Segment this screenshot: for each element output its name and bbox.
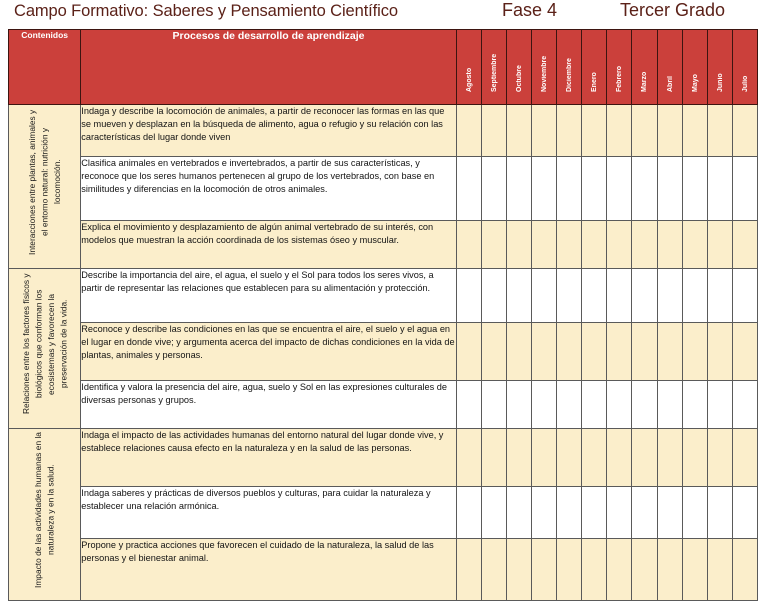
month-label: Noviembre <box>541 55 549 92</box>
month-checkbox-cell[interactable] <box>481 429 506 487</box>
table-row <box>9 221 758 269</box>
month-checkbox-cell[interactable] <box>481 323 506 381</box>
content-cell-3 <box>9 429 81 601</box>
month-checkbox-cell[interactable] <box>682 157 707 221</box>
month-checkbox-cell[interactable] <box>657 157 682 221</box>
month-checkbox-cell[interactable] <box>632 221 657 269</box>
month-checkbox-cell[interactable] <box>607 487 632 539</box>
month-checkbox-cell[interactable] <box>557 381 582 429</box>
month-checkbox-cell[interactable] <box>732 157 757 221</box>
column-header-month-9 <box>657 30 682 105</box>
month-checkbox-cell[interactable] <box>481 269 506 323</box>
column-header-month-4 <box>532 30 557 105</box>
month-checkbox-cell[interactable] <box>632 487 657 539</box>
month-checkbox-cell[interactable] <box>732 269 757 323</box>
column-header-month-1 <box>456 30 481 105</box>
content-cell-2 <box>9 269 81 429</box>
month-checkbox-cell[interactable] <box>607 539 632 601</box>
column-header-month-2 <box>481 30 506 105</box>
month-checkbox-cell[interactable] <box>532 269 557 323</box>
month-checkbox-cell[interactable] <box>707 157 732 221</box>
month-checkbox-cell[interactable] <box>657 323 682 381</box>
month-checkbox-cell[interactable] <box>682 539 707 601</box>
month-checkbox-cell[interactable] <box>682 487 707 539</box>
column-header-contenidos: Contenidos <box>9 30 81 105</box>
month-checkbox-cell[interactable] <box>682 269 707 323</box>
proceso-cell: Describe la importancia del aire, el agua, el suelo y el Sol para todos los seres vivos, a partir de representar las relaciones que establecen para su alimentación y protección. <box>81 269 457 323</box>
month-label: Junio <box>716 73 724 92</box>
column-header-procesos: Procesos de desarrollo de aprendizaje <box>81 30 457 105</box>
table-row <box>9 269 758 323</box>
month-checkbox-cell[interactable] <box>607 157 632 221</box>
column-header-month-5 <box>557 30 582 105</box>
month-checkbox-cell[interactable] <box>607 221 632 269</box>
month-checkbox-cell[interactable] <box>506 105 531 157</box>
month-checkbox-cell[interactable] <box>532 323 557 381</box>
column-header-month-12 <box>732 30 757 105</box>
month-checkbox-cell[interactable] <box>732 323 757 381</box>
month-checkbox-cell[interactable] <box>532 429 557 487</box>
month-checkbox-cell[interactable] <box>732 221 757 269</box>
proceso-cell: Indaga y describe la locomoción de animales, a partir de reconocer las formas en las que se mueven y desplazan en la búsqueda de alimento, agua o refugio y su relación con las características del lugar donde viven <box>81 105 457 157</box>
content-cell-1 <box>9 105 81 269</box>
month-checkbox-cell[interactable] <box>732 381 757 429</box>
month-checkbox-cell[interactable] <box>532 221 557 269</box>
month-checkbox-cell[interactable] <box>557 487 582 539</box>
month-checkbox-cell[interactable] <box>456 539 481 601</box>
month-label: Agosto <box>465 67 473 92</box>
month-checkbox-cell[interactable] <box>557 105 582 157</box>
month-checkbox-cell[interactable] <box>532 157 557 221</box>
month-checkbox-cell[interactable] <box>632 157 657 221</box>
month-checkbox-cell[interactable] <box>657 381 682 429</box>
month-checkbox-cell[interactable] <box>557 269 582 323</box>
month-checkbox-cell[interactable] <box>506 381 531 429</box>
table-row <box>9 381 758 429</box>
table-body <box>9 105 758 601</box>
month-checkbox-cell[interactable] <box>481 381 506 429</box>
month-checkbox-cell[interactable] <box>506 539 531 601</box>
column-header-month-10 <box>682 30 707 105</box>
month-checkbox-cell[interactable] <box>632 381 657 429</box>
table-row <box>9 157 758 221</box>
fase-label: Fase 4 <box>502 0 558 20</box>
month-checkbox-cell[interactable] <box>682 429 707 487</box>
month-checkbox-cell[interactable] <box>657 105 682 157</box>
month-checkbox-cell[interactable] <box>532 105 557 157</box>
month-checkbox-cell[interactable] <box>657 269 682 323</box>
month-checkbox-cell[interactable] <box>632 539 657 601</box>
month-checkbox-cell[interactable] <box>632 269 657 323</box>
month-checkbox-cell[interactable] <box>657 487 682 539</box>
month-checkbox-cell[interactable] <box>632 323 657 381</box>
planning-table <box>8 29 758 601</box>
month-checkbox-cell[interactable] <box>557 221 582 269</box>
month-checkbox-cell[interactable] <box>456 429 481 487</box>
month-checkbox-cell[interactable] <box>481 157 506 221</box>
month-checkbox-cell[interactable] <box>506 429 531 487</box>
month-label: Abril <box>666 76 674 92</box>
month-checkbox-cell[interactable] <box>557 157 582 221</box>
month-checkbox-cell[interactable] <box>532 539 557 601</box>
contenido-label: Relaciones entre los factores físicos y biológicos que conforman los ecosistemas y favorecen la preservación de la vida. <box>20 273 69 415</box>
table-row <box>9 105 758 157</box>
month-checkbox-cell[interactable] <box>657 539 682 601</box>
month-checkbox-cell[interactable] <box>607 105 632 157</box>
month-checkbox-cell[interactable] <box>607 381 632 429</box>
month-label: Mayo <box>691 74 699 92</box>
month-checkbox-cell[interactable] <box>582 105 607 157</box>
month-checkbox-cell[interactable] <box>481 487 506 539</box>
month-checkbox-cell[interactable] <box>682 323 707 381</box>
month-checkbox-cell[interactable] <box>707 323 732 381</box>
contenido-label: Impacto de las actividades humanas en la naturaleza y en la salud. <box>33 432 56 588</box>
month-checkbox-cell[interactable] <box>481 539 506 601</box>
month-checkbox-cell[interactable] <box>456 105 481 157</box>
month-checkbox-cell[interactable] <box>506 323 531 381</box>
month-checkbox-cell[interactable] <box>607 269 632 323</box>
month-checkbox-cell[interactable] <box>506 269 531 323</box>
month-checkbox-cell[interactable] <box>532 487 557 539</box>
grado-label: Tercer Grado <box>620 0 726 20</box>
month-checkbox-cell[interactable] <box>557 429 582 487</box>
month-checkbox-cell[interactable] <box>582 269 607 323</box>
proceso-cell: Explica el movimiento y desplazamiento de algún animal vertebrado de su interés, con modelos que muestran la acción coordinada de los sistemas óseo y muscular. <box>81 221 457 269</box>
month-label: Diciembre <box>566 58 574 92</box>
month-checkbox-cell[interactable] <box>456 487 481 539</box>
month-checkbox-cell[interactable] <box>456 323 481 381</box>
month-label: Septiembre <box>490 53 498 92</box>
month-checkbox-cell[interactable] <box>732 539 757 601</box>
month-checkbox-cell[interactable] <box>456 381 481 429</box>
column-header-month-6 <box>582 30 607 105</box>
month-checkbox-cell[interactable] <box>657 221 682 269</box>
proceso-cell: Indaga el impacto de las actividades humanas del entorno natural del lugar donde vive, y establece relaciones causa efecto en la naturaleza y en la salud de las personas. <box>81 429 457 487</box>
month-label: Febrero <box>616 65 624 92</box>
column-header-month-7 <box>607 30 632 105</box>
month-checkbox-cell[interactable] <box>456 269 481 323</box>
month-checkbox-cell[interactable] <box>557 323 582 381</box>
month-checkbox-cell[interactable] <box>632 429 657 487</box>
month-checkbox-cell[interactable] <box>732 105 757 157</box>
month-checkbox-cell[interactable] <box>557 539 582 601</box>
proceso-cell: Identifica y valora la presencia del aire, agua, suelo y Sol en las expresiones culturales de diversas personas y grupos. <box>81 381 457 429</box>
column-header-month-8 <box>632 30 657 105</box>
table-row <box>9 429 758 487</box>
month-checkbox-cell[interactable] <box>707 487 732 539</box>
month-label: Marzo <box>641 71 649 92</box>
month-checkbox-cell[interactable] <box>732 429 757 487</box>
proceso-cell: Reconoce y describe las condiciones en las que se encuentra el aire, el suelo y el agua en el lugar en donde vive; y argumenta acerca del impacto de dichas condiciones en la vida de plantas, animales y personas. <box>81 323 457 381</box>
month-checkbox-cell[interactable] <box>632 105 657 157</box>
month-checkbox-cell[interactable] <box>682 105 707 157</box>
month-label: Enero <box>591 72 599 92</box>
month-checkbox-cell[interactable] <box>481 221 506 269</box>
proceso-cell: Clasifica animales en vertebrados e invertebrados, a partir de sus características, y reconoce que los seres humanos pertenecen al grupo de los vertebrados, con base en similitudes y diferencias en la locomoción de otros animales. <box>81 157 457 221</box>
month-checkbox-cell[interactable] <box>582 429 607 487</box>
proceso-cell: Indaga saberes y prácticas de diversos pueblos y culturas, para cuidar la naturaleza y establecer una relación armónica. <box>81 487 457 539</box>
month-checkbox-cell[interactable] <box>456 157 481 221</box>
table-header <box>9 30 758 105</box>
title-row <box>0 0 768 28</box>
month-checkbox-cell[interactable] <box>532 381 557 429</box>
month-checkbox-cell[interactable] <box>707 269 732 323</box>
month-checkbox-cell[interactable] <box>682 381 707 429</box>
month-label: Octubre <box>515 65 523 92</box>
month-checkbox-cell[interactable] <box>657 429 682 487</box>
column-header-month-11 <box>707 30 732 105</box>
month-checkbox-cell[interactable] <box>506 157 531 221</box>
month-label: Julio <box>741 75 749 92</box>
month-checkbox-cell[interactable] <box>456 221 481 269</box>
month-checkbox-cell[interactable] <box>707 221 732 269</box>
month-checkbox-cell[interactable] <box>582 323 607 381</box>
table-row <box>9 323 758 381</box>
month-checkbox-cell[interactable] <box>707 429 732 487</box>
month-checkbox-cell[interactable] <box>582 539 607 601</box>
month-checkbox-cell[interactable] <box>732 487 757 539</box>
header-row <box>9 30 758 105</box>
month-checkbox-cell[interactable] <box>582 381 607 429</box>
table-row <box>9 487 758 539</box>
contenido-label: Interacciones entre plantas, animales y el entorno natural: nutrición y locomoción. <box>26 109 62 255</box>
proceso-cell: Propone y practica acciones que favorecen el cuidado de la naturaleza, la salud de las personas y el bienestar animal. <box>81 539 457 601</box>
month-checkbox-cell[interactable] <box>707 539 732 601</box>
month-checkbox-cell[interactable] <box>506 221 531 269</box>
month-checkbox-cell[interactable] <box>582 157 607 221</box>
month-checkbox-cell[interactable] <box>582 487 607 539</box>
column-header-month-3 <box>506 30 531 105</box>
month-checkbox-cell[interactable] <box>607 429 632 487</box>
month-checkbox-cell[interactable] <box>582 221 607 269</box>
page-title: Campo Formativo: Saberes y Pensamiento Científico <box>14 2 398 20</box>
table-row <box>9 539 758 601</box>
month-checkbox-cell[interactable] <box>707 381 732 429</box>
month-checkbox-cell[interactable] <box>506 487 531 539</box>
month-checkbox-cell[interactable] <box>607 323 632 381</box>
month-checkbox-cell[interactable] <box>707 105 732 157</box>
month-checkbox-cell[interactable] <box>682 221 707 269</box>
month-checkbox-cell[interactable] <box>481 105 506 157</box>
